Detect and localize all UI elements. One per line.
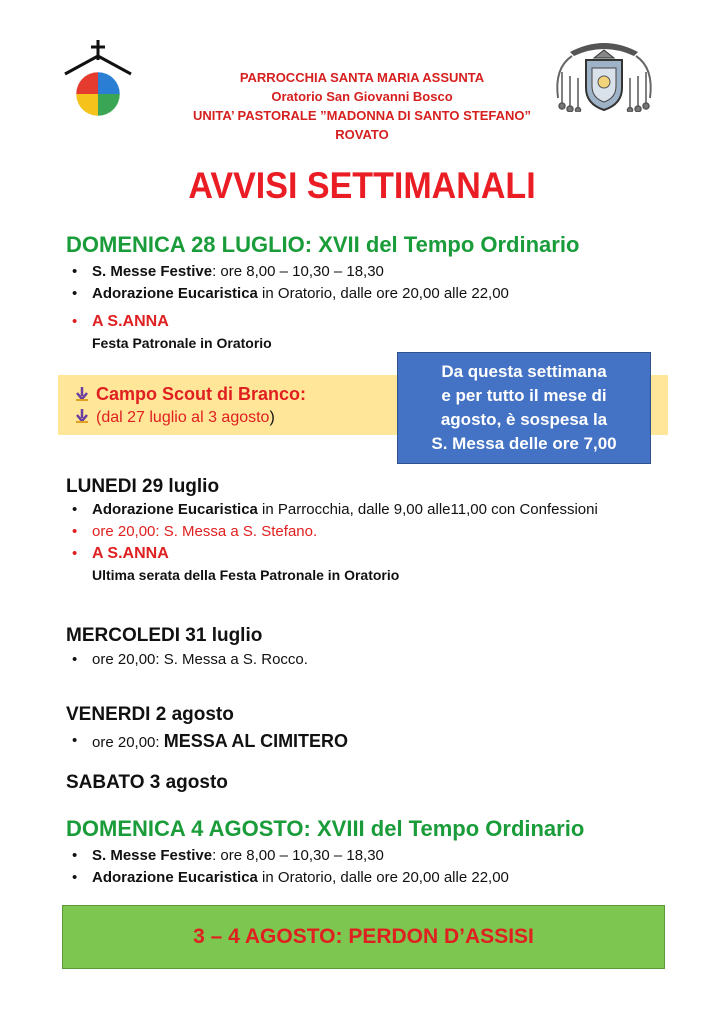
sunday2-section — [66, 816, 706, 889]
list-item: • ore 20,00: S. Messa a S. Rocco. — [66, 649, 706, 671]
arrow-bullet-icon — [74, 386, 90, 402]
sunday1-section — [66, 232, 706, 353]
monday-sub: Ultima serata della Festa Patronale in Oratorio — [92, 567, 400, 583]
monday-heading: LUNEDI 29 luglio — [66, 476, 220, 497]
sunday2-heading: DOMENICA 4 AGOSTO: XVIII del Tempo Ordinario — [66, 816, 585, 841]
list-item: • S. Messe Festive: ore 8,00 – 10,30 – 18,30 — [66, 261, 706, 283]
notice-line: Da questa settimana — [441, 362, 607, 381]
notice-line: agosto, è sospesa la — [440, 410, 608, 429]
header-block — [140, 68, 584, 144]
notice-box — [397, 352, 651, 464]
pastoral-unit-name: UNITA’ PASTORALE ”MADONNA DI SANTO STEFANO” — [192, 108, 532, 123]
sunday1-heading: DOMENICA 28 LUGLIO: XVII del Tempo Ordinario — [66, 232, 580, 257]
wednesday-section — [66, 625, 706, 671]
list-item: • Adorazione Eucaristica in Oratorio, dalle ore 20,00 alle 22,00 — [66, 283, 706, 305]
parish-logo — [62, 38, 134, 120]
notice-line: S. Messa delle ore 7,00 — [431, 434, 617, 453]
list-item: • ore 20,00: S. Messa a S. Stefano. — [66, 521, 716, 543]
scout-line-2: (dal 27 luglio al 3 agosto) — [74, 406, 668, 430]
list-item: • Adorazione Eucaristica in Oratorio, dalle ore 20,00 alle 22,00 — [66, 867, 706, 889]
page-title: AVVISI SETTIMANALI — [188, 165, 536, 206]
arrow-bullet-icon — [74, 408, 90, 424]
friday-heading: VENERDI 2 agosto — [66, 704, 234, 725]
parish-name: PARROCCHIA SANTA MARIA ASSUNTA — [239, 70, 485, 85]
oratory-name: Oratorio San Giovanni Bosco — [271, 89, 453, 104]
list-item: • A S.ANNA — [66, 311, 706, 333]
wednesday-heading: MERCOLEDI 31 luglio — [66, 625, 263, 646]
notice-line: e per tutto il mese di — [441, 386, 607, 405]
list-item: • S. Messe Festive: ore 8,00 – 10,30 – 18,30 — [66, 845, 706, 867]
saturday-heading: SABATO 3 agosto — [66, 772, 228, 793]
saturday-section — [66, 772, 706, 794]
perdon-assisi-banner: 3 – 4 AGOSTO: PERDON D’ASSISI — [62, 905, 665, 969]
sunday1-list — [66, 261, 706, 333]
friday-section — [66, 704, 706, 754]
monday-section — [66, 476, 716, 585]
town-name: ROVATO — [335, 127, 389, 142]
sunday1-sub: Festa Patronale in Oratorio — [92, 335, 272, 351]
sunday2-list — [66, 845, 706, 889]
monday-list — [66, 499, 716, 565]
friday-list — [66, 730, 706, 754]
house-cross-puzzle-logo-icon — [62, 38, 134, 120]
list-item: • ore 20,00: MESSA AL CIMITERO — [66, 730, 706, 754]
scout-line-1: Campo Scout di Branco: — [74, 382, 668, 406]
list-item: • A S.ANNA — [66, 543, 716, 565]
list-item: • Adorazione Eucaristica in Parrocchia, dalle 9,00 alle11,00 con Confessioni — [66, 499, 716, 521]
wednesday-list — [66, 649, 706, 671]
